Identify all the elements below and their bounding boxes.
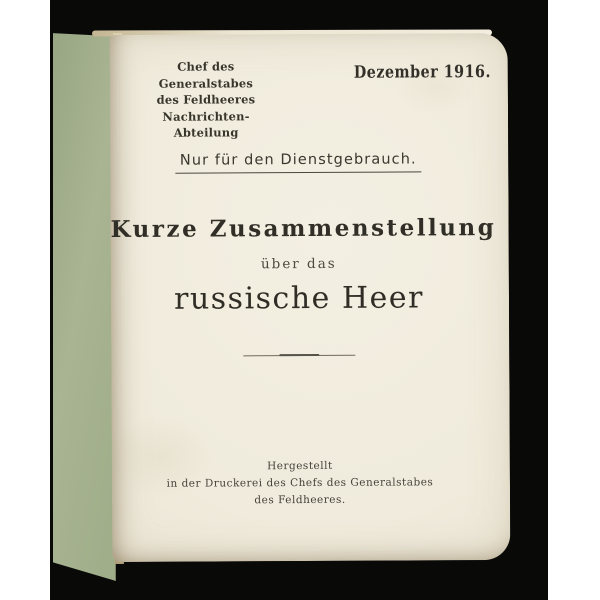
title-connector: über das: [260, 255, 337, 273]
imprint-block: [112, 457, 488, 510]
issuer-line-1: Chef des Generalstabes: [158, 59, 254, 91]
main-title: Kurze Zusammenstellung: [110, 214, 497, 244]
imprint-line-1: Hergestellt: [267, 459, 333, 473]
restriction-notice-text: Nur für den Dienstgebrauch.: [175, 151, 422, 173]
date-stamp: Dezember 1916.: [353, 62, 491, 83]
swelled-rule: [111, 352, 487, 358]
book-cover: [53, 32, 116, 581]
restriction-notice: [110, 151, 486, 169]
photo-background: [50, 0, 548, 600]
swelled-rule-bar: [243, 353, 355, 358]
subject-title: russische Heer: [173, 280, 425, 317]
text-column: [110, 33, 497, 562]
issuer-line-3: Nachrichten-Abteilung: [162, 108, 250, 140]
imprint-line-2: in der Druckerei des Chefs des Generalstabes: [166, 476, 434, 490]
imprint-line-3: des Feldheeres.: [254, 493, 346, 507]
issuer-line-2: des Feldheeres: [156, 92, 256, 107]
title-page: [110, 33, 511, 562]
